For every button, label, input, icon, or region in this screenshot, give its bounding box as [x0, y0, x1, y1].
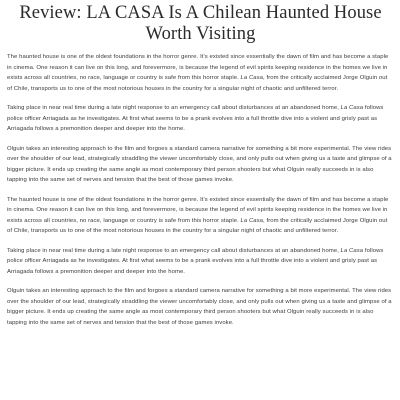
- film-title: La Casa: [340, 247, 364, 254]
- article-title: Review: LA CASA Is A Chilean Haunted House Worth Visiting: [19, 3, 382, 44]
- film-title: La Casa: [240, 75, 264, 81]
- article-paragraph: [7, 246, 394, 278]
- film-title: La Casa: [340, 105, 364, 111]
- paragraph-text: , from the critically acclaimed Jorge Olguin out of Chile, transports us to one of the most notorious houses in the country for a singular night of chaotic and unfiltered terror.: [7, 217, 388, 234]
- article-paragraph: [7, 195, 394, 237]
- paragraph-text: Taking place in near real time during a late night response to an emergency call about disturbances at an abandoned home,: [7, 105, 341, 111]
- paragraph-text: Olguin takes an interesting approach to the film and forgoes a standard camera narrative for something a bit more experimental. The view rides over the shoulder of our lead, strategically straddling the viewer uncomfortably close, and only pulls out when giving us a taste and glimpse of a bigger picture. It ends up creating the same angle as most contemporary third person shooters but what Olguin really succeeds in is also tapping into the same set of nerves and tension that the best of those games invoke.: [7, 145, 392, 183]
- article-paragraph: [7, 286, 394, 328]
- paragraph-text: , from the critically acclaimed Jorge Olguin out of Chile, transports us to one of the most notorious houses in the country for a singular night of chaotic and unfiltered terror.: [7, 75, 388, 92]
- article-paragraph: [7, 103, 394, 135]
- paragraph-text: follows police officer Arriagada as he investigates. At first what seems to be a prank evolves into a full throttle dive into a violent and grisly past as Arriagada follows a premonition deeper and deeper into the home.: [7, 247, 384, 275]
- article-paragraph: [7, 52, 394, 94]
- paragraph-text: follows police officer Arriagada as he investigates. At first what seems to be a prank evolves into a full throttle dive into a violent and grisly past as Arriagada follows a premonition deeper and deeper into the home.: [7, 105, 384, 132]
- paragraph-text: Olguin takes an interesting approach to the film and forgoes a standard camera narrative for something a bit more experimental. The view rides over the shoulder of our lead, strategically straddling the viewer uncomfortably close, and only pulls out when giving us a taste and glimpse of a bigger picture. It ends up creating the same angle as most contemporary third person shooters but what Olguin really succeeds in is also tapping into the same set of nerves and tension that the best of those games invoke.: [7, 288, 392, 326]
- paragraph-text: The haunted house is one of the oldest foundations in the horror genre. It’s existed since essentially the dawn of film and has become a staple in cinema. One reason it can live on this long, and forevermore, is because the legend of evil spirits keeping residence in the homes we live in exists across all countries, no race, language or country is safe from this horror staple.: [7, 54, 389, 81]
- paragraph-text: Taking place in near real time during a late night response to an emergency call about disturbances at an abandoned home,: [7, 247, 341, 254]
- film-title: La Casa: [240, 217, 264, 224]
- article-paragraph: [7, 144, 394, 186]
- paragraph-text: The haunted house is one of the oldest foundations in the horror genre. It’s existed since essentially the dawn of film and has become a staple in cinema. One reason it can live on this long, and forevermore, is because the legend of evil spirits keeping residence in the homes we live in exists across all countries, no race, language or country is safe from this horror staple.: [7, 196, 389, 224]
